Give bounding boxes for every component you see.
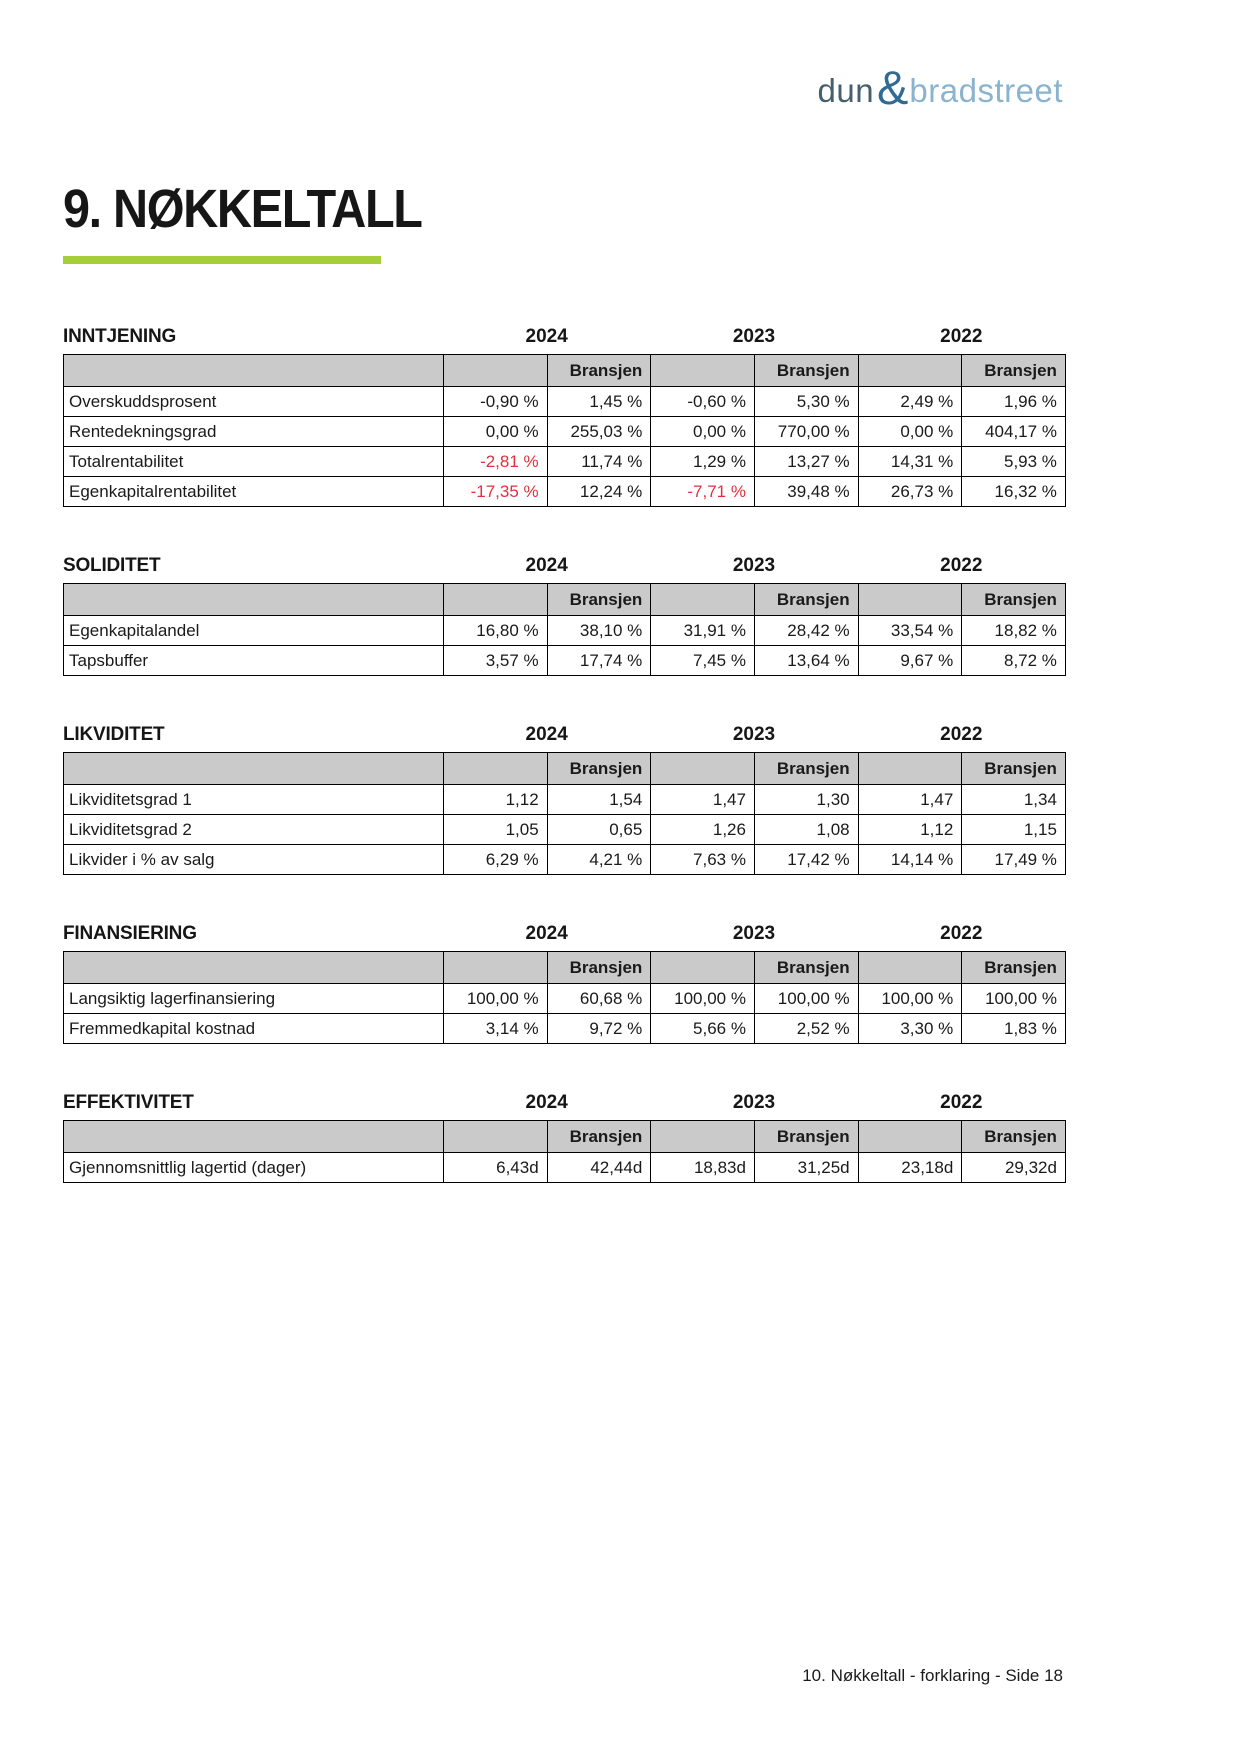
value-cell: 1,12 xyxy=(858,815,962,845)
page-footer: 10. Nøkkeltall - forklaring - Side 18 xyxy=(802,1666,1063,1685)
section-title: LIKVIDITET xyxy=(63,724,165,745)
value-cell: 14,14 % xyxy=(858,845,962,875)
value-cell: 13,27 % xyxy=(754,447,858,477)
header-empty-cell xyxy=(858,1121,962,1153)
value-cell: 1,47 xyxy=(858,785,962,815)
data-table xyxy=(63,354,1066,507)
value-cell: 1,47 xyxy=(651,785,755,815)
value-cell: 255,03 % xyxy=(547,417,651,447)
value-cell: 770,00 % xyxy=(754,417,858,447)
table-header-row xyxy=(64,355,1066,387)
year-label: 2023 xyxy=(732,724,776,745)
value-cell: 1,29 % xyxy=(651,447,755,477)
value-cell: 5,66 % xyxy=(651,1014,755,1044)
value-cell: 33,54 % xyxy=(858,616,962,646)
section-finansiering xyxy=(63,925,1065,1044)
section-inntjening xyxy=(63,328,1065,507)
bransjen-header: Bransjen xyxy=(962,584,1066,616)
value-cell: 16,80 % xyxy=(444,616,548,646)
value-cell: 1,26 xyxy=(651,815,755,845)
value-cell: 1,08 xyxy=(754,815,858,845)
header-empty-cell xyxy=(64,584,444,616)
value-cell: 26,73 % xyxy=(858,477,962,507)
value-cell: 29,32d xyxy=(962,1153,1066,1183)
logo-ampersand-icon: & xyxy=(877,61,909,114)
header-empty-cell xyxy=(64,1121,444,1153)
title-accent-bar xyxy=(63,256,381,264)
value-cell: 6,43d xyxy=(444,1153,548,1183)
value-cell: 6,29 % xyxy=(444,845,548,875)
table-header-row xyxy=(64,1121,1066,1153)
bransjen-header: Bransjen xyxy=(962,355,1066,387)
header-empty-cell xyxy=(651,753,755,785)
bransjen-header: Bransjen xyxy=(547,1121,651,1153)
page-title: 9. NØKKELTALL xyxy=(63,179,422,239)
value-cell: 1,96 % xyxy=(962,387,1066,417)
year-label: 2022 xyxy=(940,1092,983,1113)
row-label: Fremmedkapital kostnad xyxy=(64,1014,444,1044)
bransjen-header: Bransjen xyxy=(547,952,651,984)
value-cell: 5,30 % xyxy=(754,387,858,417)
section-soliditet xyxy=(63,557,1065,676)
value-cell: 1,34 xyxy=(962,785,1066,815)
value-cell: 9,67 % xyxy=(858,646,962,676)
value-cell: 31,91 % xyxy=(651,616,755,646)
dun-bradstreet-logo xyxy=(817,61,1063,116)
table-row xyxy=(64,1014,1066,1044)
header-empty-cell xyxy=(64,355,444,387)
bransjen-header: Bransjen xyxy=(754,1121,858,1153)
value-cell: 100,00 % xyxy=(962,984,1066,1014)
year-label: 2022 xyxy=(940,923,983,944)
value-cell: 1,30 xyxy=(754,785,858,815)
table-header-row xyxy=(64,584,1066,616)
value-cell: -2,81 % xyxy=(444,447,548,477)
value-cell: -0,60 % xyxy=(651,387,755,417)
value-cell: 39,48 % xyxy=(754,477,858,507)
row-label: Likviditetsgrad 2 xyxy=(64,815,444,845)
year-label: 2024 xyxy=(525,923,568,944)
value-cell: 9,72 % xyxy=(547,1014,651,1044)
value-cell: 7,63 % xyxy=(651,845,755,875)
header-empty-cell xyxy=(444,355,548,387)
table-row xyxy=(64,616,1066,646)
year-label: 2022 xyxy=(940,555,983,576)
value-cell: 31,25d xyxy=(754,1153,858,1183)
value-cell: 100,00 % xyxy=(444,984,548,1014)
header-empty-cell xyxy=(64,753,444,785)
value-cell: 13,64 % xyxy=(754,646,858,676)
value-cell: 1,83 % xyxy=(962,1014,1066,1044)
year-label: 2023 xyxy=(732,1092,776,1113)
data-table xyxy=(63,1120,1066,1183)
value-cell: 1,05 xyxy=(444,815,548,845)
header-empty-cell xyxy=(858,753,962,785)
year-label: 2022 xyxy=(940,724,983,745)
row-label: Gjennomsnittlig lagertid (dager) xyxy=(64,1153,444,1183)
value-cell: 14,31 % xyxy=(858,447,962,477)
value-cell: 11,74 % xyxy=(547,447,651,477)
value-cell: 0,00 % xyxy=(651,417,755,447)
row-label: Rentedekningsgrad xyxy=(64,417,444,447)
bransjen-header: Bransjen xyxy=(547,584,651,616)
value-cell: -17,35 % xyxy=(444,477,548,507)
value-cell: 12,24 % xyxy=(547,477,651,507)
data-table xyxy=(63,583,1066,676)
value-cell: 16,32 % xyxy=(962,477,1066,507)
row-label: Tapsbuffer xyxy=(64,646,444,676)
section-header xyxy=(63,925,1065,945)
logo-text-bradstreet: bradstreet xyxy=(909,71,1063,109)
section-header xyxy=(63,557,1065,577)
section-header xyxy=(63,726,1065,746)
row-label: Likvider i % av salg xyxy=(64,845,444,875)
row-label: Egenkapitalrentabilitet xyxy=(64,477,444,507)
header-empty-cell xyxy=(444,1121,548,1153)
value-cell: -0,90 % xyxy=(444,387,548,417)
year-label: 2022 xyxy=(940,326,983,347)
header-empty-cell xyxy=(651,355,755,387)
table-header-row xyxy=(64,952,1066,984)
year-label: 2024 xyxy=(525,326,568,347)
value-cell: 100,00 % xyxy=(754,984,858,1014)
value-cell: 0,00 % xyxy=(858,417,962,447)
header-empty-cell xyxy=(858,355,962,387)
section-likviditet xyxy=(63,726,1065,875)
header-empty-cell xyxy=(651,1121,755,1153)
header-empty-cell xyxy=(444,952,548,984)
bransjen-header: Bransjen xyxy=(962,753,1066,785)
section-header xyxy=(63,1094,1065,1114)
logo-text-dun: dun xyxy=(817,71,875,109)
value-cell: 4,21 % xyxy=(547,845,651,875)
value-cell: 7,45 % xyxy=(651,646,755,676)
value-cell: 0,65 xyxy=(547,815,651,845)
data-table xyxy=(63,752,1066,875)
row-label: Langsiktig lagerfinansiering xyxy=(64,984,444,1014)
value-cell: 3,57 % xyxy=(444,646,548,676)
value-cell: 404,17 % xyxy=(962,417,1066,447)
table-row xyxy=(64,447,1066,477)
row-label: Totalrentabilitet xyxy=(64,447,444,477)
bransjen-header: Bransjen xyxy=(754,355,858,387)
section-title: SOLIDITET xyxy=(63,555,161,576)
bransjen-header: Bransjen xyxy=(547,355,651,387)
header-empty-cell xyxy=(64,952,444,984)
bransjen-header: Bransjen xyxy=(754,753,858,785)
year-label: 2024 xyxy=(525,1092,568,1113)
header-empty-cell xyxy=(444,753,548,785)
section-effektivitet xyxy=(63,1094,1065,1183)
row-label: Likviditetsgrad 1 xyxy=(64,785,444,815)
table-row xyxy=(64,1153,1066,1183)
header-empty-cell xyxy=(444,584,548,616)
table-row xyxy=(64,815,1066,845)
row-label: Egenkapitalandel xyxy=(64,616,444,646)
header-empty-cell xyxy=(651,952,755,984)
value-cell: 100,00 % xyxy=(858,984,962,1014)
value-cell: -7,71 % xyxy=(651,477,755,507)
table-row xyxy=(64,845,1066,875)
value-cell: 23,18d xyxy=(858,1153,962,1183)
value-cell: 17,74 % xyxy=(547,646,651,676)
value-cell: 0,00 % xyxy=(444,417,548,447)
bransjen-header: Bransjen xyxy=(754,952,858,984)
value-cell: 3,30 % xyxy=(858,1014,962,1044)
table-row xyxy=(64,785,1066,815)
value-cell: 2,49 % xyxy=(858,387,962,417)
header-empty-cell xyxy=(651,584,755,616)
year-label: 2023 xyxy=(732,326,776,347)
section-title: INNTJENING xyxy=(63,326,177,347)
value-cell: 17,42 % xyxy=(754,845,858,875)
value-cell: 8,72 % xyxy=(962,646,1066,676)
table-row xyxy=(64,477,1066,507)
value-cell: 1,54 xyxy=(547,785,651,815)
year-label: 2024 xyxy=(525,555,568,576)
year-label: 2024 xyxy=(525,724,568,745)
value-cell: 1,15 xyxy=(962,815,1066,845)
value-cell: 1,12 xyxy=(444,785,548,815)
value-cell: 1,45 % xyxy=(547,387,651,417)
value-cell: 42,44d xyxy=(547,1153,651,1183)
table-header-row xyxy=(64,753,1066,785)
year-label: 2023 xyxy=(732,555,776,576)
bransjen-header: Bransjen xyxy=(962,952,1066,984)
value-cell: 17,49 % xyxy=(962,845,1066,875)
table-row xyxy=(64,417,1066,447)
table-row xyxy=(64,984,1066,1014)
table-row xyxy=(64,387,1066,417)
section-title: FINANSIERING xyxy=(63,923,197,944)
bransjen-header: Bransjen xyxy=(547,753,651,785)
value-cell: 18,83d xyxy=(651,1153,755,1183)
value-cell: 60,68 % xyxy=(547,984,651,1014)
bransjen-header: Bransjen xyxy=(754,584,858,616)
value-cell: 28,42 % xyxy=(754,616,858,646)
header-empty-cell xyxy=(858,952,962,984)
value-cell: 100,00 % xyxy=(651,984,755,1014)
value-cell: 18,82 % xyxy=(962,616,1066,646)
bransjen-header: Bransjen xyxy=(962,1121,1066,1153)
value-cell: 2,52 % xyxy=(754,1014,858,1044)
value-cell: 3,14 % xyxy=(444,1014,548,1044)
section-title: EFFEKTIVITET xyxy=(63,1092,194,1113)
key-figure-tables-container xyxy=(63,328,1065,1233)
year-label: 2023 xyxy=(732,923,776,944)
section-header xyxy=(63,328,1065,348)
row-label: Overskuddsprosent xyxy=(64,387,444,417)
table-row xyxy=(64,646,1066,676)
value-cell: 5,93 % xyxy=(962,447,1066,477)
header-empty-cell xyxy=(858,584,962,616)
data-table xyxy=(63,951,1066,1044)
value-cell: 38,10 % xyxy=(547,616,651,646)
